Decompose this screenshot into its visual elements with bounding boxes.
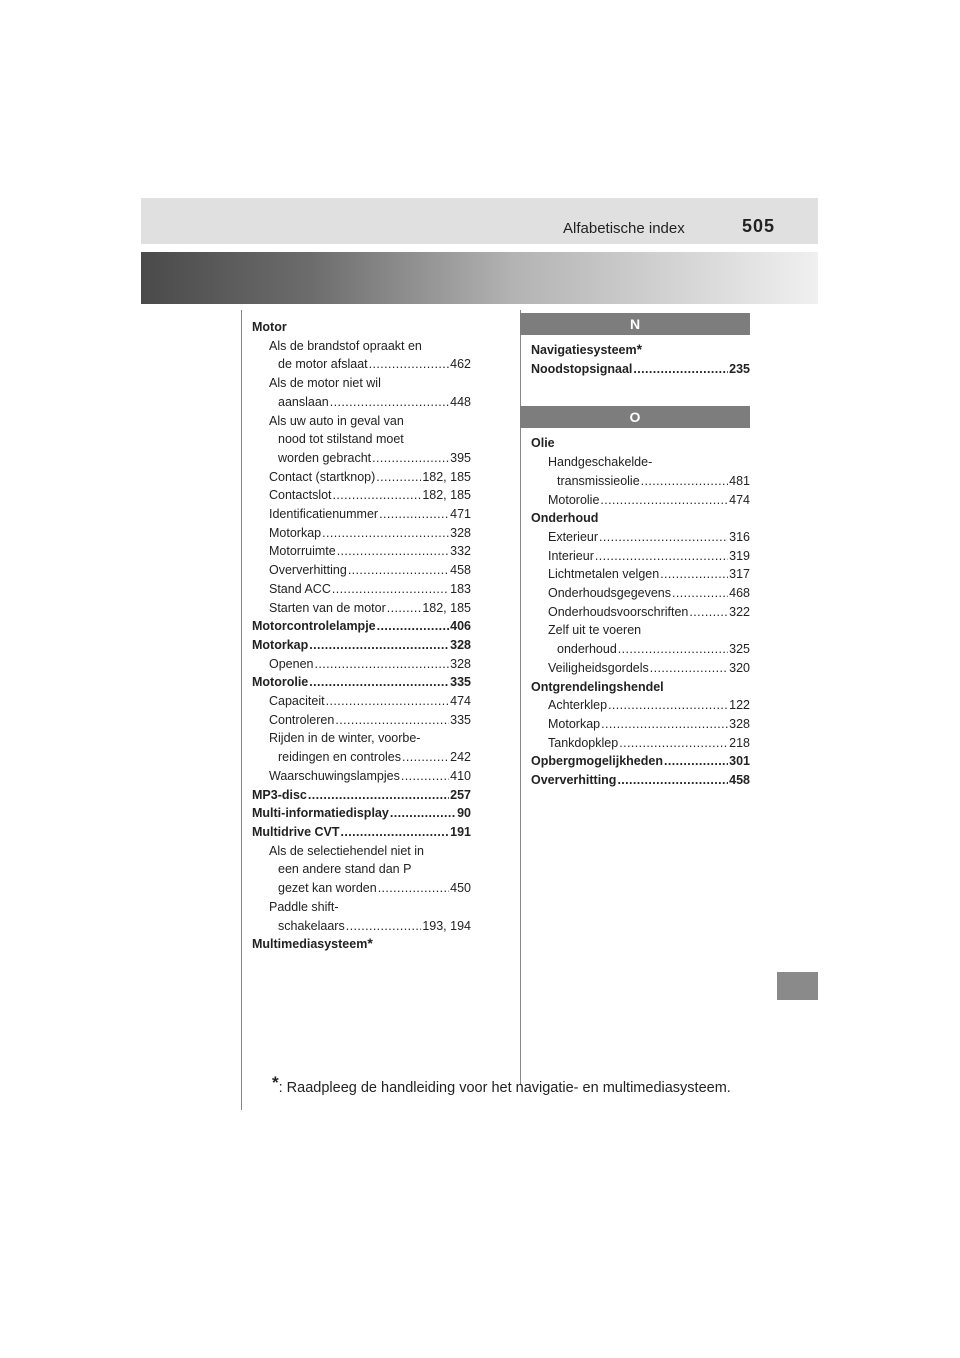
page-reference: 458 (729, 773, 750, 788)
entry-term: Oververhitting (531, 773, 617, 788)
entry-term: Waarschuwingslampjes (269, 768, 400, 783)
entry-term: onderhoud (557, 642, 617, 657)
dot-leader (689, 603, 728, 622)
header-bar (141, 198, 818, 244)
footnote-mark: * (272, 1073, 279, 1092)
index-entry (531, 509, 750, 528)
entry-term: Noodstopsignaal (531, 361, 633, 376)
entry-line (269, 917, 471, 936)
entry-line (269, 430, 471, 449)
index-subentry (252, 374, 471, 411)
page-reference: 182, 185 (422, 488, 471, 503)
index-subentry (252, 711, 471, 730)
dot-leader (617, 771, 728, 790)
index-entry (531, 752, 750, 771)
entry-line (269, 337, 471, 356)
index-subentry (252, 729, 471, 766)
dot-leader (672, 584, 728, 603)
index-subentry (531, 547, 750, 566)
entry-term: reidingen en controles (278, 750, 401, 765)
entry-term: Motor (252, 320, 287, 334)
entry-line: Multimediasysteem * (252, 935, 471, 954)
dot-leader (664, 752, 728, 771)
page-reference: 193, 194 (422, 918, 471, 933)
index-subentry (531, 491, 750, 510)
entry-term: Motorruimte (269, 544, 336, 559)
entry-line (252, 823, 471, 842)
dot-leader (330, 393, 449, 412)
entry-line (269, 561, 471, 580)
index-subentry (531, 528, 750, 547)
page-reference: 90 (457, 806, 471, 821)
index-entry (531, 434, 750, 453)
dot-leader (322, 524, 449, 543)
index-subentry (531, 715, 750, 734)
page-reference: 191 (450, 824, 471, 839)
entry-term: Rijden in de winter, voorbe- (269, 731, 421, 746)
dot-leader (308, 786, 449, 805)
entry-line (269, 842, 471, 861)
entry-term: Motorkap (269, 525, 322, 540)
entry-line (531, 771, 750, 790)
entry-line (548, 696, 750, 715)
entry-term: Motorcontrolelampje (252, 619, 376, 634)
entry-line (269, 767, 471, 786)
entry-term: Motorkap (548, 716, 601, 731)
entry-term: Interieur (548, 548, 594, 563)
entry-line (548, 734, 750, 753)
entry-term: Motorkap (252, 637, 309, 652)
index-subentry (252, 599, 471, 618)
entry-line (548, 640, 750, 659)
page-reference: 257 (450, 787, 471, 802)
entry-term: worden gebracht (278, 450, 372, 465)
page-reference: 481 (729, 473, 750, 488)
entry-line (269, 898, 471, 917)
entry-term: Multidrive CVT (252, 824, 340, 839)
entry-line (269, 524, 471, 543)
index-entry (252, 823, 471, 842)
dot-leader (619, 734, 728, 753)
page-reference: 328 (450, 656, 471, 671)
index-subentry (252, 524, 471, 543)
page-reference: 395 (450, 450, 471, 465)
page-reference: 319 (729, 548, 750, 563)
dot-leader (660, 565, 728, 584)
entry-line (269, 412, 471, 431)
page-reference: 301 (729, 754, 750, 769)
entry-line: Navigatiesysteem * (531, 341, 750, 360)
index-subentry (252, 561, 471, 580)
index-subentry (252, 692, 471, 711)
index-subentry (531, 734, 750, 753)
entry-line (269, 486, 471, 505)
page-reference: 335 (450, 675, 471, 690)
page-reference: 474 (450, 694, 471, 709)
dot-leader (346, 917, 422, 936)
page-reference: 328 (450, 525, 471, 540)
index-entry (252, 804, 471, 823)
dot-leader (600, 491, 728, 510)
index-column-left (252, 318, 471, 954)
entry-term: Veiligheidsgordels (548, 660, 649, 675)
entry-line (531, 678, 750, 697)
entry-line (269, 711, 471, 730)
page-reference: 462 (450, 357, 471, 372)
entry-term: Stand ACC (269, 581, 331, 596)
entry-term: de motor afslaat (278, 357, 368, 372)
entry-term: MP3-disc (252, 787, 307, 802)
dot-leader (401, 767, 449, 786)
entry-line (548, 565, 750, 584)
entry-line (252, 617, 471, 636)
index-subentry (531, 603, 750, 622)
dot-leader (314, 655, 449, 674)
index-subentry (252, 412, 471, 468)
entry-line (548, 621, 750, 640)
dot-leader (309, 673, 449, 692)
entry-line (548, 491, 750, 510)
chapter-tab (777, 972, 818, 1000)
left-rule (241, 310, 242, 1110)
index-subentry (531, 659, 750, 678)
page-reference: 406 (450, 619, 471, 634)
index-subentry (252, 486, 471, 505)
entry-line (531, 509, 750, 528)
entry-term: Oververhitting (269, 563, 347, 578)
index-entry (252, 636, 471, 655)
entry-term: Controleren (269, 712, 335, 727)
entry-term: gezet kan worden (278, 881, 377, 896)
entry-term: Paddle shift- (269, 899, 339, 914)
entry-term: transmissieolie (557, 473, 640, 488)
dot-leader (641, 472, 728, 491)
dot-leader (369, 355, 450, 374)
entry-line (531, 752, 750, 771)
index-subentry (531, 565, 750, 584)
entry-term: schakelaars (278, 918, 345, 933)
index-subentry (252, 505, 471, 524)
entry-line (531, 434, 750, 453)
dot-leader (618, 640, 728, 659)
index-entry (531, 341, 750, 360)
dot-leader (379, 505, 449, 524)
page-reference: 468 (729, 586, 750, 601)
page-reference: 325 (729, 642, 750, 657)
index-subentry (531, 584, 750, 603)
index-subentry (531, 453, 750, 490)
page-reference: 450 (450, 881, 471, 896)
entry-term: Contactslot (269, 488, 332, 503)
entry-line (548, 659, 750, 678)
index-subentry (252, 767, 471, 786)
page-reference: 218 (729, 735, 750, 750)
page-reference: 471 (450, 507, 471, 522)
letter-heading: N (520, 313, 750, 335)
dot-leader (335, 711, 449, 730)
page-reference: 317 (729, 567, 750, 582)
page-reference: 458 (450, 563, 471, 578)
entry-term: Onderhoudsgegevens (548, 586, 672, 601)
dot-leader (595, 547, 728, 566)
dot-leader (599, 528, 728, 547)
index-subentry (252, 542, 471, 561)
entry-line (269, 374, 471, 393)
entry-term: Openen (269, 656, 314, 671)
dot-leader (387, 599, 422, 618)
index-subentry (252, 580, 471, 599)
page-reference: 320 (729, 660, 750, 675)
entry-line (269, 580, 471, 599)
dot-leader (377, 617, 450, 636)
entry-line (269, 449, 471, 468)
entry-line (269, 599, 471, 618)
entry-line (252, 804, 471, 823)
entry-term: Navigatiesysteem (531, 343, 637, 357)
page-reference: 235 (729, 361, 750, 376)
entry-line (269, 729, 471, 748)
index-subentry (252, 468, 471, 487)
entry-term: Identificatienummer (269, 507, 379, 522)
index-entry (252, 786, 471, 805)
entry-term: een andere stand dan P (278, 862, 412, 877)
index-subentry (531, 696, 750, 715)
dot-leader (608, 696, 728, 715)
entry-term: Starten van de motor (269, 600, 386, 615)
entry-term: Zelf uit te voeren (548, 623, 642, 638)
entry-line (548, 584, 750, 603)
dot-leader (332, 580, 449, 599)
letter-heading: O (520, 406, 750, 428)
entry-term: Onderhoud (531, 511, 599, 526)
index-entry (531, 771, 750, 790)
page-reference: 448 (450, 394, 471, 409)
page-reference: 335 (450, 712, 471, 727)
entry-line (548, 453, 750, 472)
entry-term: Als de brandstof opraakt en (269, 338, 422, 353)
index-column-right (531, 313, 750, 790)
entry-line (548, 472, 750, 491)
section-gap (531, 378, 750, 406)
page-reference: 182, 185 (422, 469, 471, 484)
footnote-text: : Raadpleeg de handleiding voor het navigatie- en multimediasysteem. (278, 1080, 731, 1096)
entry-line (269, 860, 471, 879)
index-subentry (531, 621, 750, 658)
dot-leader (372, 449, 449, 468)
index-entry (531, 360, 750, 379)
dot-leader (633, 360, 728, 379)
entry-line (269, 355, 471, 374)
index-entry (252, 935, 471, 954)
entry-term: Motorolie (252, 675, 309, 690)
entry-term: Opbergmogelijkheden (531, 754, 663, 769)
page-reference: 322 (729, 604, 750, 619)
index-subentry (252, 898, 471, 935)
entry-term: Ontgrendelingshendel (531, 679, 664, 694)
entry-line (269, 655, 471, 674)
dot-leader (601, 715, 728, 734)
page-reference: 332 (450, 544, 471, 559)
entry-line (252, 318, 471, 337)
gradient-band (141, 252, 818, 304)
dot-leader (309, 636, 449, 655)
entry-line (548, 528, 750, 547)
dot-leader (348, 561, 449, 580)
page-reference: 242 (450, 750, 471, 765)
entry-term: Onderhoudsvoorschriften (548, 604, 689, 619)
entry-line (269, 393, 471, 412)
page-reference: 328 (729, 716, 750, 731)
entry-term: Multi-informatiedisplay (252, 806, 389, 821)
index-subentry (252, 337, 471, 374)
page-number: 505 (742, 216, 776, 236)
dot-leader (402, 748, 449, 767)
entry-line (269, 879, 471, 898)
footnote (272, 1073, 731, 1096)
index-entry (531, 678, 750, 697)
entry-term: Lichtmetalen velgen (548, 567, 660, 582)
entry-term: Achterklep (548, 698, 608, 713)
entry-term: nood tot stilstand moet (278, 432, 404, 447)
entry-line (269, 542, 471, 561)
dot-leader (376, 468, 421, 487)
entry-line (252, 673, 471, 692)
section-title: Alfabetische index (563, 220, 685, 237)
dot-leader (650, 659, 728, 678)
page-reference: 474 (729, 492, 750, 507)
dot-leader (390, 804, 456, 823)
index-subentry (252, 842, 471, 898)
entry-line (531, 360, 750, 379)
dot-leader (326, 692, 450, 711)
entry-term: Exterieur (548, 529, 599, 544)
entry-term: Multimediasysteem (252, 937, 368, 952)
entry-term: Capaciteit (269, 694, 325, 709)
page-reference: 122 (729, 698, 750, 713)
entry-line (269, 505, 471, 524)
entry-term: Als de motor niet wil (269, 376, 381, 391)
dot-leader (378, 879, 449, 898)
index-subentry (252, 655, 471, 674)
entry-line (252, 786, 471, 805)
entry-term: Handgeschakelde- (548, 455, 653, 470)
page-reference: 183 (450, 581, 471, 596)
entry-term: aanslaan (278, 394, 329, 409)
page-reference: 410 (450, 768, 471, 783)
entry-term: Olie (531, 436, 555, 451)
entry-line (269, 692, 471, 711)
dot-leader (341, 823, 450, 842)
page-reference: 182, 185 (422, 600, 471, 615)
entry-term: Motorolie (548, 492, 600, 507)
entry-line (548, 715, 750, 734)
index-entry (252, 673, 471, 692)
entry-term: Als de selectiehendel niet in (269, 843, 424, 858)
page-reference: 328 (450, 637, 471, 652)
entry-line (548, 547, 750, 566)
dot-leader (333, 486, 422, 505)
entry-line (269, 748, 471, 767)
entry-term: Tankdopklep (548, 735, 619, 750)
page-reference: 316 (729, 529, 750, 544)
entry-line (269, 468, 471, 487)
entry-line (252, 636, 471, 655)
index-entry (252, 617, 471, 636)
entry-line (548, 603, 750, 622)
dot-leader (337, 542, 449, 561)
index-entry (252, 318, 471, 337)
entry-term: Als uw auto in geval van (269, 413, 404, 428)
entry-term: Contact (startknop) (269, 469, 376, 484)
